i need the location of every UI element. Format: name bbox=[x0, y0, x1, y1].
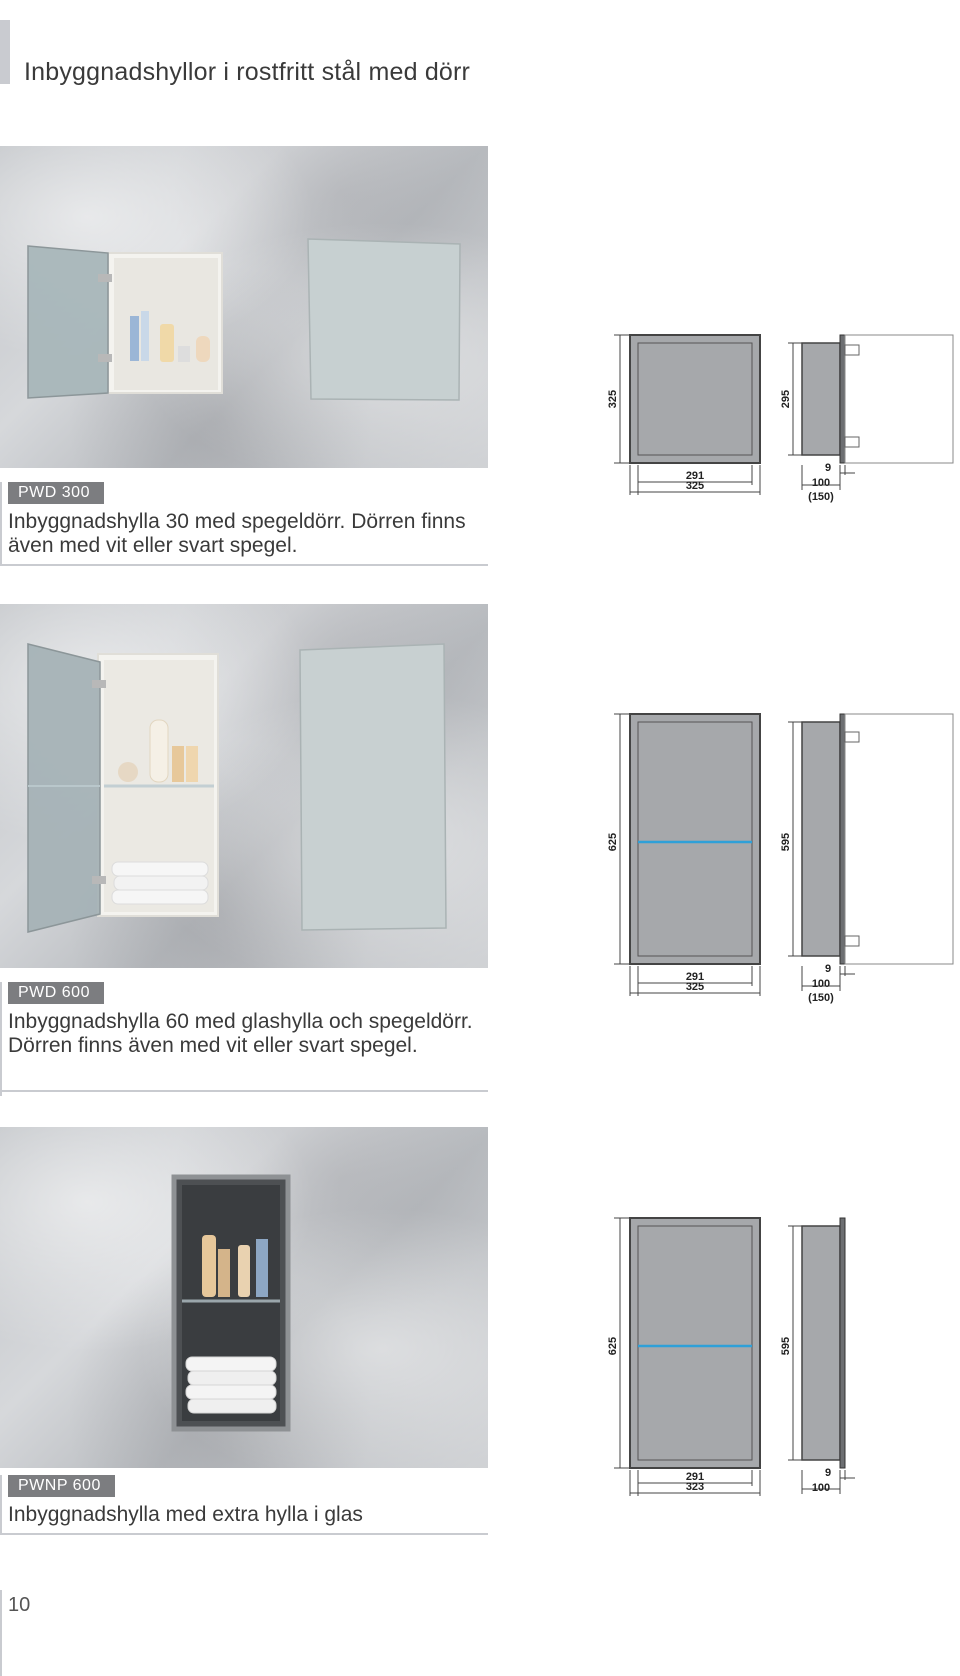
dim-depth: 100 bbox=[811, 477, 831, 489]
section-rule-left bbox=[0, 982, 2, 1096]
title-accent-bar bbox=[0, 20, 10, 84]
page-number-bar bbox=[0, 1590, 2, 1676]
dimension-drawing-pwd-600 bbox=[600, 706, 960, 1006]
page-number: 10 bbox=[8, 1594, 31, 1616]
photo-illustration bbox=[0, 146, 488, 468]
dim-height-inner: 595 bbox=[780, 1336, 792, 1356]
dim-height-outer: 325 bbox=[607, 389, 619, 409]
photo-illustration bbox=[0, 1127, 488, 1468]
dim-depth: 100 bbox=[811, 1482, 831, 1494]
section-rule bbox=[0, 564, 488, 566]
model-tag: PWD 600 bbox=[8, 982, 104, 1004]
dim-height-inner: 295 bbox=[780, 389, 792, 409]
dim-height-outer: 625 bbox=[607, 832, 619, 852]
product-description: Inbyggnadshylla 60 med glashylla och spegeldörr. Dörren finns även med vit eller svart spegel. bbox=[8, 1010, 473, 1057]
model-tag: PWNP 600 bbox=[8, 1475, 115, 1497]
dim-width-inner: 291 bbox=[685, 470, 705, 482]
dim-height-outer: 625 bbox=[607, 1336, 619, 1356]
dim-width-inner: 291 bbox=[685, 971, 705, 983]
dim-depth-front: 9 bbox=[824, 963, 832, 975]
product-photo-pwd-600 bbox=[0, 604, 488, 968]
product-photo-pwnp-600 bbox=[0, 1127, 488, 1468]
dim-depth-alt: (150) bbox=[808, 491, 834, 503]
dim-width-outer: 325 bbox=[685, 480, 705, 492]
dim-depth-front: 9 bbox=[824, 462, 832, 474]
dimension-drawing-pwd-300 bbox=[600, 325, 960, 515]
product-description: Inbyggnadshylla med extra hylla i glas bbox=[8, 1503, 363, 1526]
dim-depth-alt: (150) bbox=[808, 992, 834, 1004]
product-description: Inbyggnadshylla 30 med spegeldörr. Dörren finns även med vit eller svart spegel. bbox=[8, 510, 466, 557]
dimension-drawing-pwnp-600 bbox=[600, 1210, 960, 1500]
dim-height-inner: 595 bbox=[780, 832, 792, 852]
dim-width-outer: 323 bbox=[685, 1481, 705, 1493]
section-rule-left bbox=[0, 1475, 2, 1535]
section-rule bbox=[0, 1090, 488, 1092]
page-title: Inbyggnadshyllor i rostfritt stål med dörr bbox=[24, 58, 471, 86]
product-photo-pwd-300 bbox=[0, 146, 488, 468]
model-tag: PWD 300 bbox=[8, 482, 104, 504]
photo-illustration bbox=[0, 604, 488, 968]
dim-width-outer: 325 bbox=[685, 981, 705, 993]
dim-width-inner: 291 bbox=[685, 1471, 705, 1483]
dim-depth: 100 bbox=[811, 978, 831, 990]
section-rule-left bbox=[0, 482, 2, 564]
dim-depth-front: 9 bbox=[824, 1467, 832, 1479]
section-rule bbox=[0, 1533, 488, 1535]
